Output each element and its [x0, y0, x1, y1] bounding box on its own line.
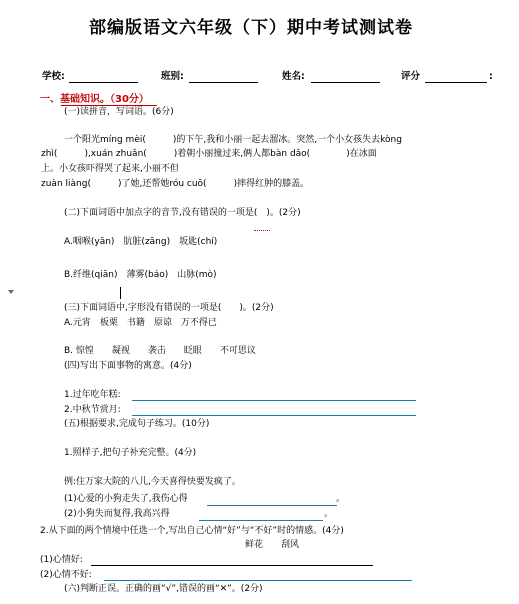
q4-title: (四)写出下面事物的寓意。(4分): [64, 361, 192, 371]
q5-mood-1: (1)心情好:: [40, 555, 83, 565]
q5-mood-2: (2)心情不好:: [40, 570, 92, 580]
section-heading-underline: [61, 105, 157, 106]
q5-sentence-2: (2)小狗失而复得,我高兴得: [64, 509, 170, 519]
school-label: 学校:: [42, 71, 65, 82]
q3-title: (三)下面词语中,字形没有错误的一项是( )。(2分): [64, 303, 274, 313]
q5-mood-line-2[interactable]: [104, 580, 412, 581]
q1-line-2: zhì( ),xuán zhuǎn( )着朝小丽撞过来,俩人都bàn dǎo( )在冰面: [41, 149, 377, 159]
margin-marker-icon: [8, 290, 14, 294]
q4-answer-line-2[interactable]: [132, 415, 416, 416]
name-label: 姓名:: [282, 71, 305, 82]
q3-option-b: B. 惊惶 凝视 袭击 眨眼 不可思议: [64, 346, 256, 356]
q5-title: (五)根据要求,完成句子练习。(10分): [64, 419, 210, 429]
q2-title: (二)下面词语中加点字的音节,没有错误的一项是( )。(2分): [64, 208, 301, 218]
score-colon: :: [489, 71, 493, 82]
q1-line-3: 上。小女孩吓得哭了起来,小丽不但: [41, 164, 179, 174]
q1-line-4: zuàn liàng( )了她,还帮她róu cuō( )摔得红肿的膝盖。: [41, 179, 310, 189]
q4-item-2: 2.中秋节赏月:: [64, 405, 121, 415]
q1-line-1: 一个阳光míng mèi( )的下午,我和小丽一起去溜冰。突然,一个小女孩失去kòng: [64, 135, 402, 145]
page-title: 部编版语文六年级（下）期中考试测试卷: [89, 18, 413, 38]
q5-task-1: 1.照样子,把句子补充完整。(4分): [64, 448, 197, 458]
q5-answer-line-2[interactable]: [199, 520, 323, 521]
text-cursor: [120, 287, 121, 299]
class-label: 班别:: [161, 71, 184, 82]
q5-scenes: 鲜花 刮风: [245, 540, 300, 550]
section-heading: 一、基础知识。（30分）: [40, 94, 149, 105]
q5-mood-line-1[interactable]: [91, 565, 373, 566]
class-field[interactable]: [189, 82, 258, 83]
q5-sentence-1: (1)心爱的小狗走失了,我伤心得: [64, 494, 188, 504]
name-field[interactable]: [311, 82, 380, 83]
q5-answer-line-1[interactable]: [207, 505, 337, 506]
q1-title: (一)读拼音，写词语。(6分): [64, 107, 174, 117]
school-field[interactable]: [69, 82, 138, 83]
score-label: 评分: [401, 71, 421, 82]
q4-item-1: 1.过年吃年糕:: [64, 390, 121, 400]
q2-option-b: B.纤维(qiān) 薄雾(báo) 山脉(mò): [64, 270, 217, 280]
q6-title: (六)判断正误。正确的画“√”,错误的画“✕”。(2分): [64, 584, 263, 594]
q4-answer-line-1[interactable]: [132, 400, 416, 401]
q5-task-2: 2.从下面的两个情境中任选一个,写出自己心情“好”与“不好”时的情感。(4分): [40, 526, 344, 536]
q5-sentence-2-end: 。: [324, 509, 334, 519]
score-field[interactable]: [425, 82, 487, 83]
q5-example: 例:住万家大院的八儿,今天喜得快要发疯了。: [64, 477, 241, 487]
q5-sentence-1-end: 。: [336, 494, 346, 504]
q2-option-a: A.咽喉(yān) 肮脏(zāng) 坂匙(chí): [64, 237, 218, 247]
spellcheck-mark: [254, 230, 270, 231]
q3-option-a: A.元宵 板栗 书籍 原谅 万不得已: [64, 318, 217, 328]
